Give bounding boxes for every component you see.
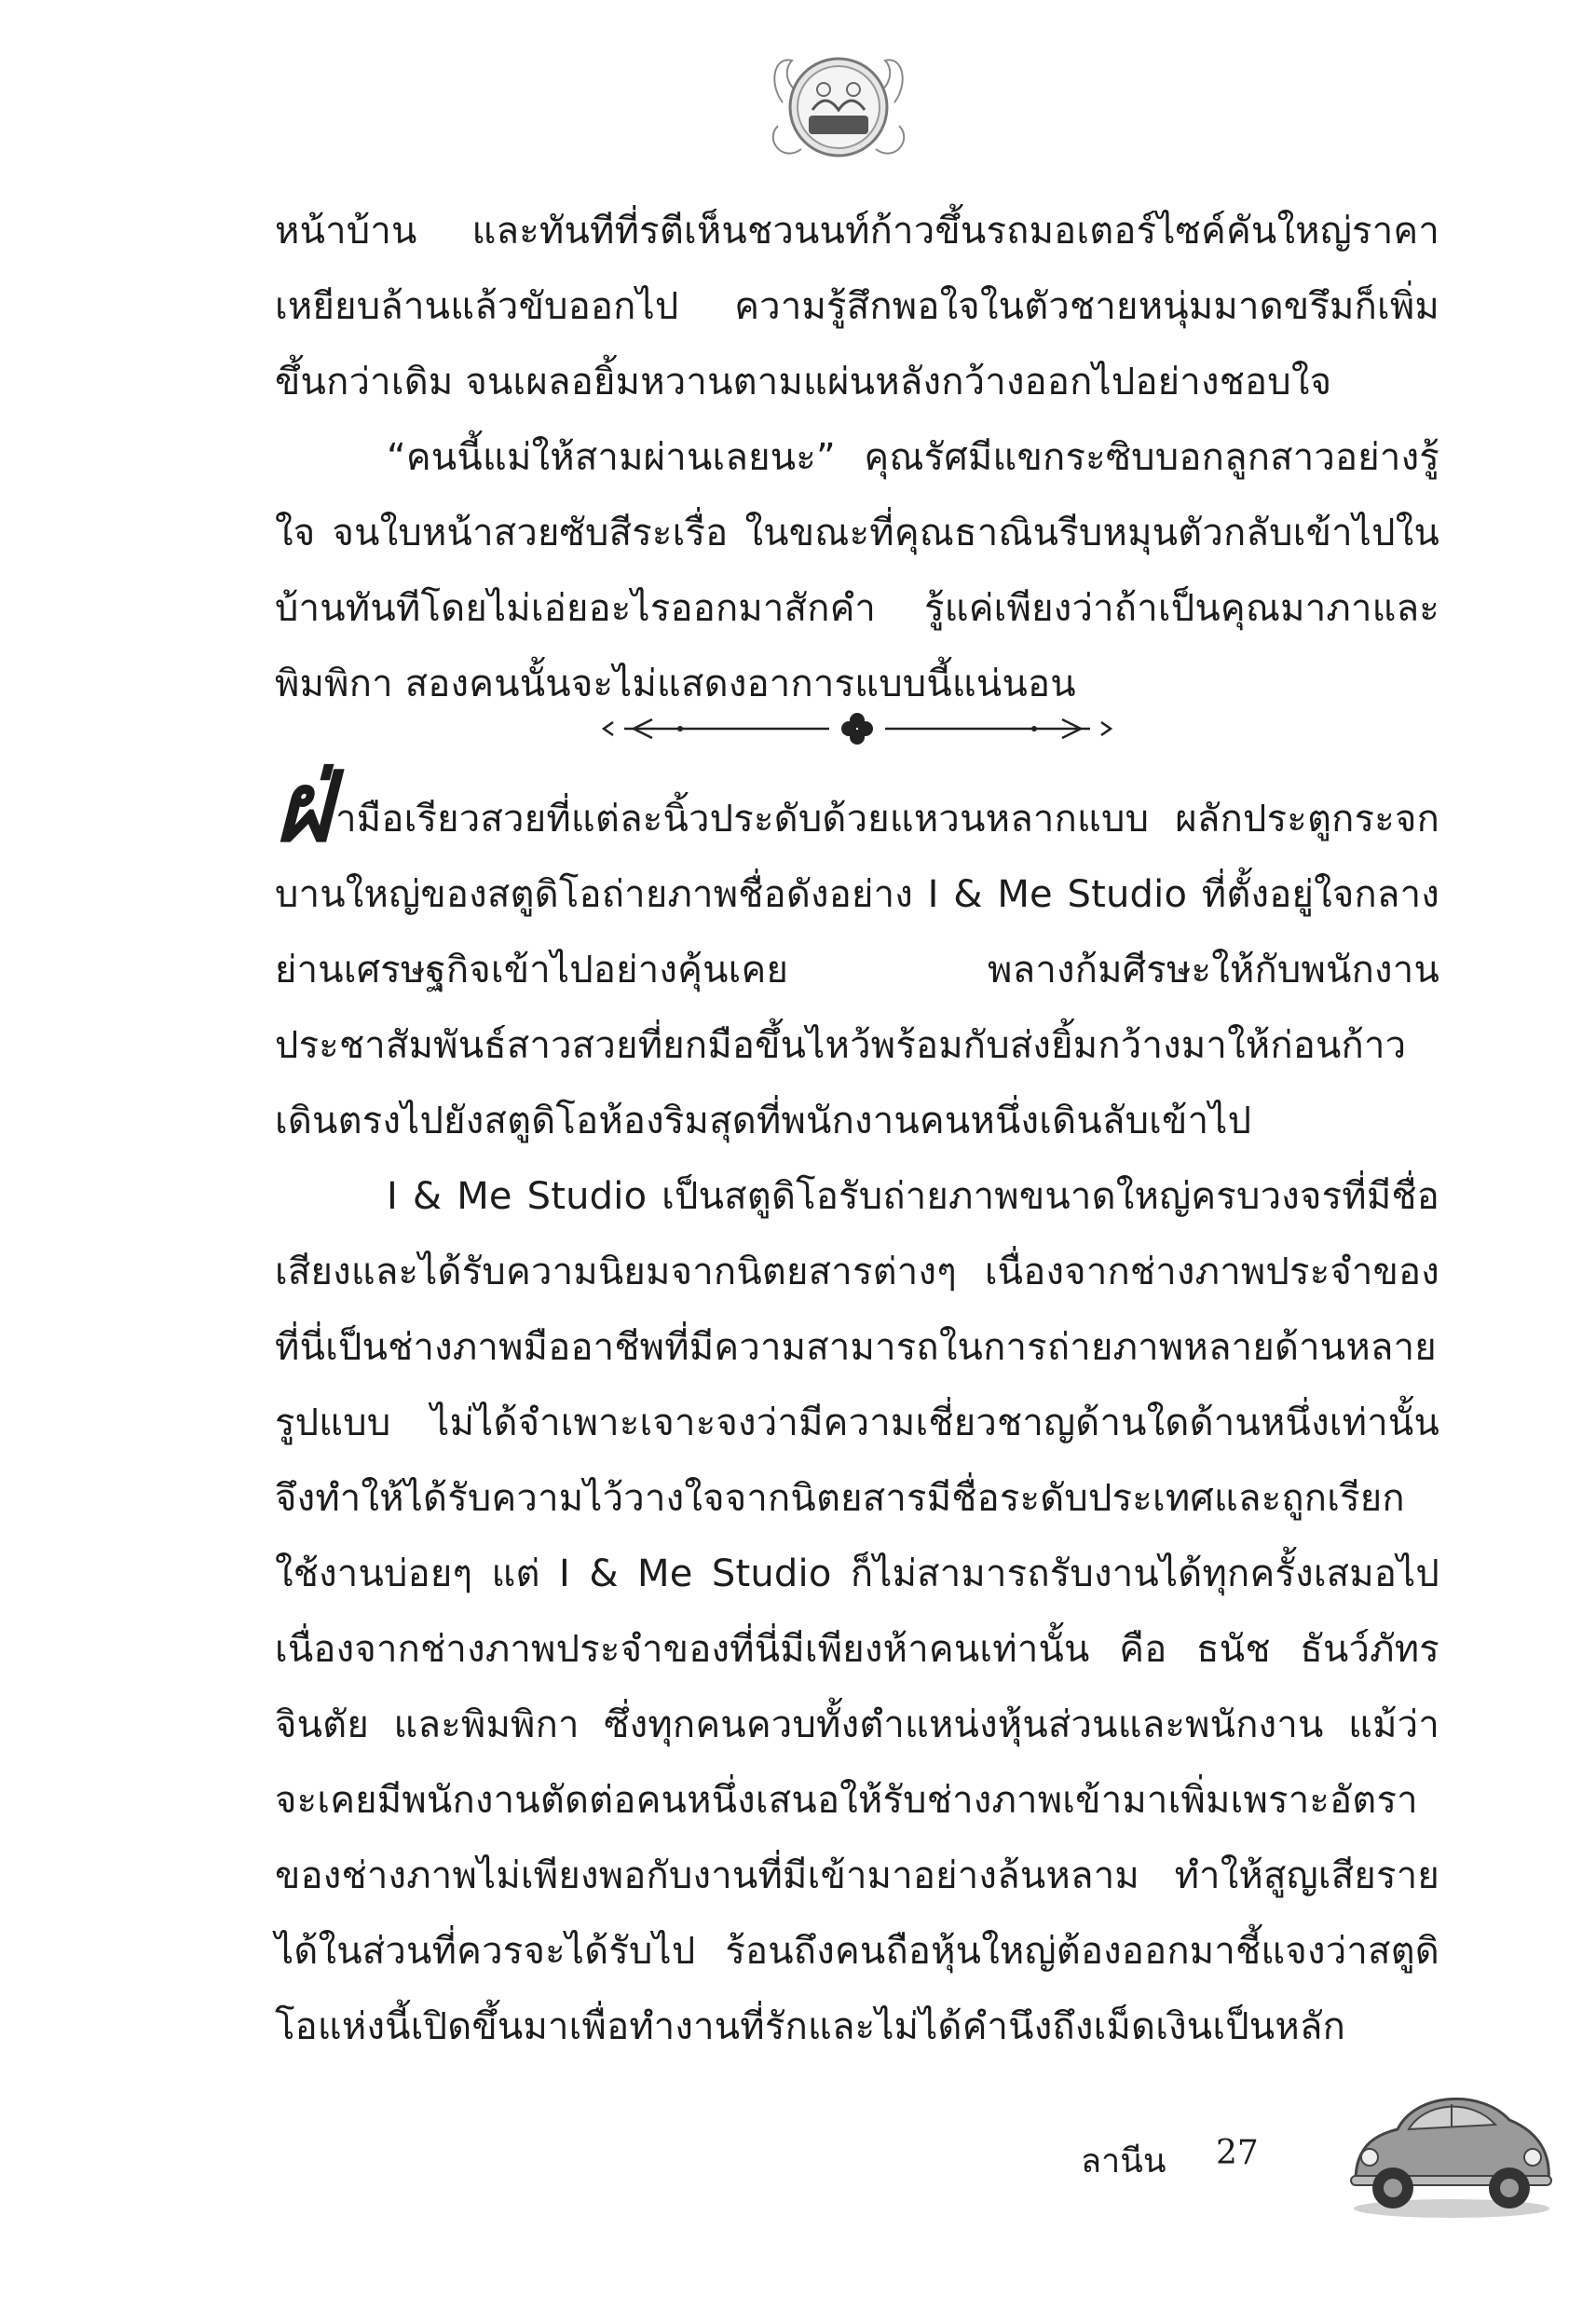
paragraph: “คนนี้แม่ให้สามผ่านเลยนะ” คุณรัศมีแขกระซิบบอกลูกสาวอย่างรู้ใจ จนใบหน้าสวยซับสีระเรื่อ ในขณะที่คุณธาณินรีบหมุนตัวกลับเข้าไปในบ้านทันทีโดยไม่เอ่ยอะไรออกมาสักคำ รู้แค่เพียงว่าถ้าเป็นคุณมาภาและพิมพิกา สองคนนั้นจะไม่แสดงอาการแบบนี้แน่นอน [275, 436, 1439, 705]
paragraph [275, 749, 1439, 1159]
vintage-car-icon [1342, 2078, 1561, 2222]
paragraph-text: ามือเรียวสวยที่แต่ละนิ้วประดับด้วยแหวนหลากแบบ ผลักประตูกระจกบานใหญ่ของสตูดิโอถ่ายภาพชื่อดังอย่าง I & Me Studio ที่ตั้งอยู่ใจกลางย่านเศรษฐกิจเข้าไปอย่างคุ้นเคย พลางก้มศีรษะให้กับพนักงานประชาสัมพันธ์สาวสวยที่ยกมือขึ้นไหว้พร้อมกับส่งยิ้มกว้างมาให้ก่อนก้าวเดินตรงไปยังสตูดิโอห้องริมสุดที่พนักงานคนหนึ่งเดินลับเข้าไป [275, 798, 1439, 1142]
drop-cap: ฝ่ [275, 749, 333, 864]
book-emblem-icon [764, 37, 913, 177]
paragraph: I & Me Studio เป็นสตูดิโอรับถ่ายภาพขนาดใหญ่ครบวงจรที่มีชื่อเสียงและได้รับความนิยมจากนิตยสารต่างๆ เนื่องจากช่างภาพประจำของที่นี่เป็นช่างภาพมืออาชีพที่มีความสามารถในการถ่ายภาพหลายด้านหลายรูปแบบ ไม่ได้จำเพาะเจาะจงว่ามีความเชี่ยวชาญด้านใดด้านหนึ่งเท่านั้น จึงทำให้ได้รับความไว้วางใจจากนิตยสารมีชื่อระดับประเทศและถูกเรียกใช้งานบ่อยๆ แต่ I & Me Studio ก็ไม่สามารถรับงานได้ทุกครั้งเสมอไป เนื่องจากช่างภาพประจำของที่นี่มีเพียงห้าคนเท่านั้น คือ ธนัช ธันว์ภัทร จินตัย และพิมพิกา ซึ่งทุกคนควบทั้งตำแหน่งหุ้นส่วนและพนักงาน แม้ว่าจะเคยมีพนักงานตัดต่อคนหนึ่งเสนอให้รับช่างภาพเข้ามาเพิ่มเพราะอัตราของช่างภาพไม่เพียงพอกับงานที่มีเข้ามาอย่างล้นหลาม ทำให้สูญเสียรายได้ในส่วนที่ควรจะได้รับไป ร้อนถึงคนถือหุ้นใหญ่ต้องออกมาชี้แจงว่าสตูดิโอแห่งนี้เปิดขึ้นมาเพื่อทำงานที่รักและไม่ได้คำนึงถึงเม็ดเงินเป็นหลัก [275, 1175, 1439, 2048]
chapter-text-block-2 [275, 749, 1439, 2065]
page-number: 27 [1216, 2134, 1259, 2172]
chapter-text-block-1 [275, 194, 1439, 722]
book-title: ลานีน [1081, 2142, 1166, 2181]
clover-divider-icon [596, 705, 1118, 752]
paragraph: หน้าบ้าน และทันทีที่รตีเห็นชวนนท์ก้าวขึ้นรถมอเตอร์ไซค์คันใหญ่ราคาเหยียบล้านแล้วขับออกไป ความรู้สึกพอใจในตัวชายหนุ่มมาดขรึมก็เพิ่มขึ้นกว่าเดิม จนเผลอยิ้มหวานตามแผ่นหลังกว้างออกไปอย่างชอบใจ [275, 210, 1439, 403]
